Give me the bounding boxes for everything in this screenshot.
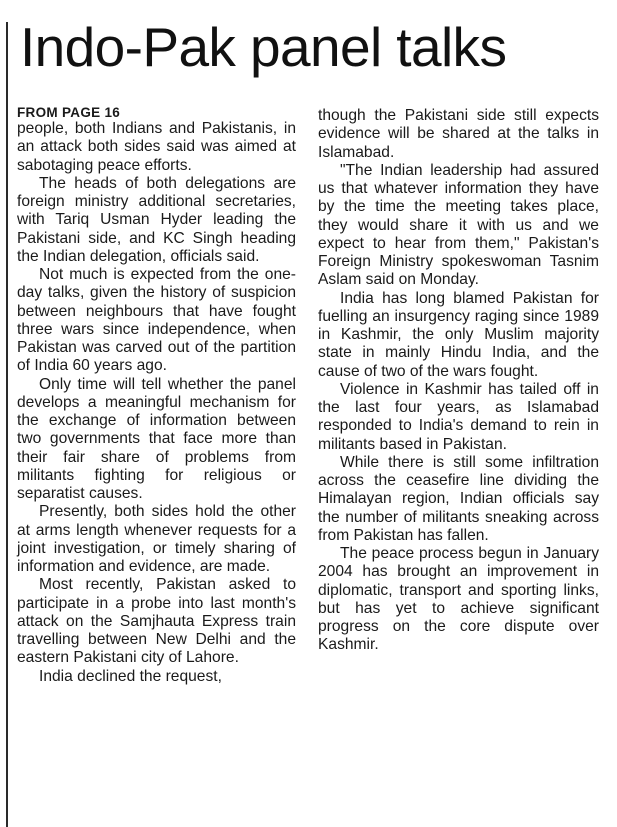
paragraph: "The Indian leadership had assured us that whatever information they have by the time the meeting takes place, they would share it with us and we expect to hear from them," Pakistan's Foreign Ministry spokeswoman Tasnim Aslam said on Monday. [318,161,599,289]
paragraph: The peace process begun in January 2004 has brought an improvement in diplomatic, transport and sporting links, but has yet to achieve significant progress on the core dispute over Kashmir. [318,545,599,654]
right-column [318,107,599,655]
paragraph: Most recently, Pakistan asked to participate in a probe into last month's attack on the Samjhauta Express train travelling between New Delhi and the eastern Pakistani city of Lahore. [17,576,296,667]
headline: Indo-Pak panel talks [20,16,507,78]
paragraph: India declined the request, [39,667,222,685]
continuation-label: FROM PAGE 16 [17,105,121,120]
paragraph: though the Pakistani side still expects evidence will be shared at the talks in Islamabad. [318,107,599,161]
paragraph: Violence in Kashmir has tailed off in the last four years, as Islamabad responded to India's demand to rein in militants based in Pakistan. [318,380,599,453]
paragraph: The heads of both delegations are foreign ministry additional secretaries, with Tariq Usman Hyder leading the Pakistani side, and KC Singh heading the Indian delegation, officials said. [17,174,296,265]
column-rule [6,22,8,827]
paragraph: people, both Indians and Pakistanis, in an attack both sides said was aimed at sabotaging peace efforts. [17,120,296,174]
paragraph: Not much is expected from the one-day talks, given the history of suspicion between neighbours that have fought three wars since independence, when Pakistan was carved out of the partition of India 60 years ago. [17,266,296,375]
paragraph: While there is still some infiltration across the ceasefire line dividing the Himalayan region, Indian officials say the number of militants sneaking across from Pakistan has fallen. [318,453,599,544]
paragraph: India has long blamed Pakistan for fuelling an insurgency raging since 1989 in Kashmir, the only Muslim majority state in mainly Hindu India, and the cause of two of the wars fought. [318,289,599,380]
paragraph: Presently, both sides hold the other at arms length whenever requests for a joint investigation, or timely sharing of information and evidence, are made. [17,503,296,575]
paragraph: Only time will tell whether the panel develops a meaningful mechanism for the exchange of information between two governments that face more than their fair share of problems from militants fighting for religious or separatist causes. [17,375,296,502]
left-column [17,105,296,686]
